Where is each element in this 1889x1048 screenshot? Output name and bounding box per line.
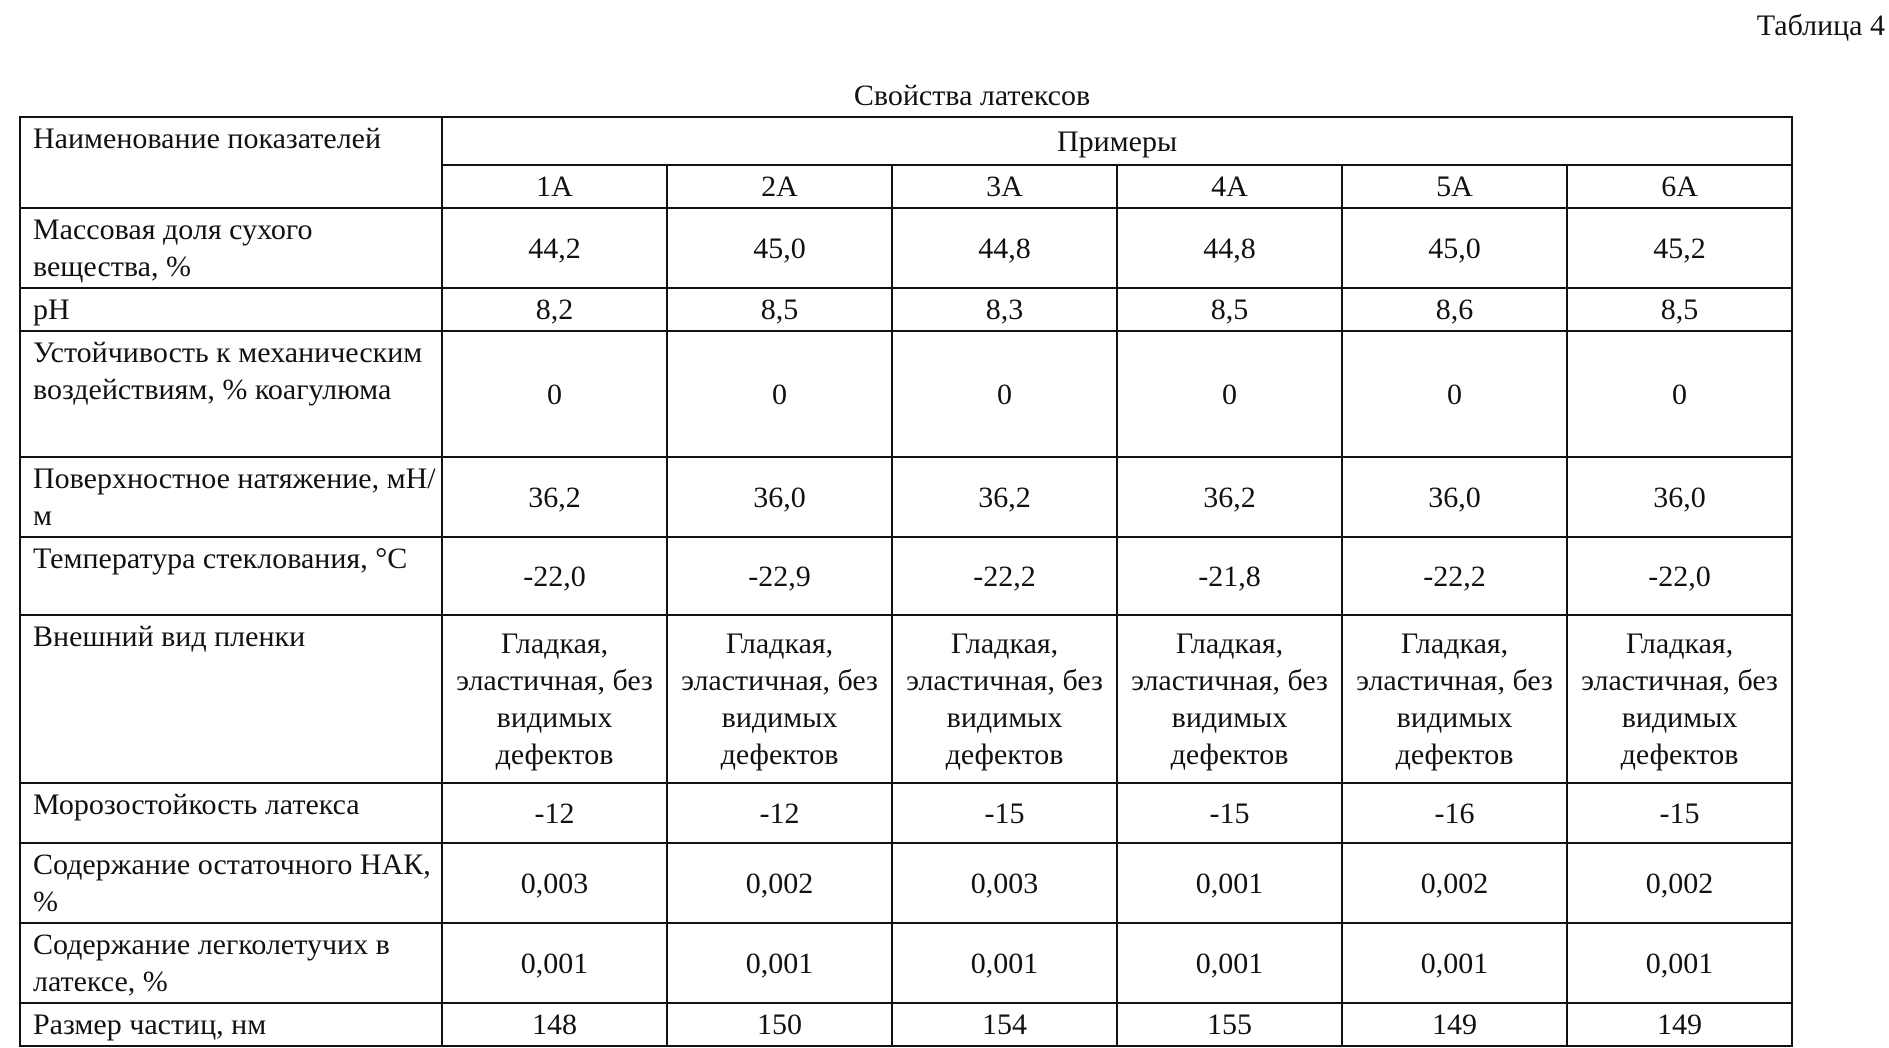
row-label: Размер частиц, нм: [20, 1003, 442, 1046]
table-cell: 0,002: [1567, 843, 1792, 923]
corner-header: Наименование показателей: [20, 117, 442, 208]
table-cell: 8,3: [892, 288, 1117, 331]
table-cell: -15: [1567, 783, 1792, 843]
table-cell: 44,8: [892, 208, 1117, 288]
table-cell: Гладкая, эластичная, без видимых дефектов: [1342, 615, 1567, 783]
table-cell: Гладкая, эластичная, без видимых дефектов: [1567, 615, 1792, 783]
row-label: pH: [20, 288, 442, 331]
table-row: [20, 843, 1792, 923]
table-cell: 36,0: [1342, 457, 1567, 537]
table-cell: 44,8: [1117, 208, 1342, 288]
table-cell: -22,0: [442, 537, 667, 615]
table-cell: Гладкая, эластичная, без видимых дефектов: [667, 615, 892, 783]
table-cell: -22,0: [1567, 537, 1792, 615]
table-cell: 36,2: [442, 457, 667, 537]
table-cell: 0: [1342, 331, 1567, 457]
table-row: [20, 615, 1792, 783]
table-cell: 36,0: [1567, 457, 1792, 537]
table-row: [20, 1003, 1792, 1046]
table-cell: -15: [892, 783, 1117, 843]
table-cell: 0,001: [1342, 923, 1567, 1003]
table-cell: 36,2: [1117, 457, 1342, 537]
table-cell: 149: [1567, 1003, 1792, 1046]
row-label: Устойчивость к механическим воздействиям, % коагулюма: [20, 331, 442, 457]
table-cell: 149: [1342, 1003, 1567, 1046]
row-label: Температура стеклования, °С: [20, 537, 442, 615]
table-cell: 8,5: [1117, 288, 1342, 331]
table-cell: -12: [667, 783, 892, 843]
column-header: 6А: [1567, 165, 1792, 208]
table-row: [20, 783, 1792, 843]
table-cell: 0: [1567, 331, 1792, 457]
table-cell: 45,2: [1567, 208, 1792, 288]
table-cell: 0,001: [892, 923, 1117, 1003]
table-title: Свойства латексов: [853, 79, 1091, 112]
row-label: Внешний вид пленки: [20, 615, 442, 783]
table-cell: -21,8: [1117, 537, 1342, 615]
table-cell: 0,003: [442, 843, 667, 923]
group-header: Примеры: [442, 117, 1792, 165]
table-row: [20, 288, 1792, 331]
table-cell: 0,001: [667, 923, 892, 1003]
table-cell: 0,002: [1342, 843, 1567, 923]
table-number: Таблица 4: [1756, 9, 1885, 42]
table-cell: 0,001: [1117, 843, 1342, 923]
table-cell: 155: [1117, 1003, 1342, 1046]
table-cell: 8,2: [442, 288, 667, 331]
table-cell: 36,2: [892, 457, 1117, 537]
column-header: 4А: [1117, 165, 1342, 208]
table-cell: 154: [892, 1003, 1117, 1046]
row-label: Массовая доля сухого вещества, %: [20, 208, 442, 288]
table-cell: 0: [442, 331, 667, 457]
table-cell: 45,0: [667, 208, 892, 288]
table-row: [20, 537, 1792, 615]
table-cell: 0,001: [442, 923, 667, 1003]
table-cell: 36,0: [667, 457, 892, 537]
table-cell: -15: [1117, 783, 1342, 843]
table-cell: 0: [667, 331, 892, 457]
table-cell: -22,2: [1342, 537, 1567, 615]
table-row: [20, 331, 1792, 457]
table-cell: 0,003: [892, 843, 1117, 923]
column-header: 1А: [442, 165, 667, 208]
table-cell: 45,0: [1342, 208, 1567, 288]
table-cell: -12: [442, 783, 667, 843]
table-cell: 0: [892, 331, 1117, 457]
table-cell: 0: [1117, 331, 1342, 457]
table-cell: -22,2: [892, 537, 1117, 615]
column-header: 3А: [892, 165, 1117, 208]
table-cell: Гладкая, эластичная, без видимых дефектов: [442, 615, 667, 783]
row-label: Содержание остаточного НАК, %: [20, 843, 442, 923]
table-row: [20, 457, 1792, 537]
table-cell: 44,2: [442, 208, 667, 288]
table-cell: 148: [442, 1003, 667, 1046]
table-cell: Гладкая, эластичная, без видимых дефектов: [1117, 615, 1342, 783]
table-cell: -16: [1342, 783, 1567, 843]
table-cell: 8,5: [667, 288, 892, 331]
table-cell: 8,5: [1567, 288, 1792, 331]
latex-properties-table: [19, 116, 1793, 1047]
table-row: [20, 208, 1792, 288]
table-cell: 0,002: [667, 843, 892, 923]
row-label: Поверхностное натяжение, мН/м: [20, 457, 442, 537]
table-cell: -22,9: [667, 537, 892, 615]
table-cell: 8,6: [1342, 288, 1567, 331]
table-cell: Гладкая, эластичная, без видимых дефектов: [892, 615, 1117, 783]
table-cell: 150: [667, 1003, 892, 1046]
header-row: [20, 117, 1792, 165]
row-label: Содержание легколетучих в латексе, %: [20, 923, 442, 1003]
table-row: [20, 923, 1792, 1003]
column-header: 2А: [667, 165, 892, 208]
table-cell: 0,001: [1567, 923, 1792, 1003]
row-label: Морозостойкость латекса: [20, 783, 442, 843]
table-cell: 0,001: [1117, 923, 1342, 1003]
column-header: 5А: [1342, 165, 1567, 208]
